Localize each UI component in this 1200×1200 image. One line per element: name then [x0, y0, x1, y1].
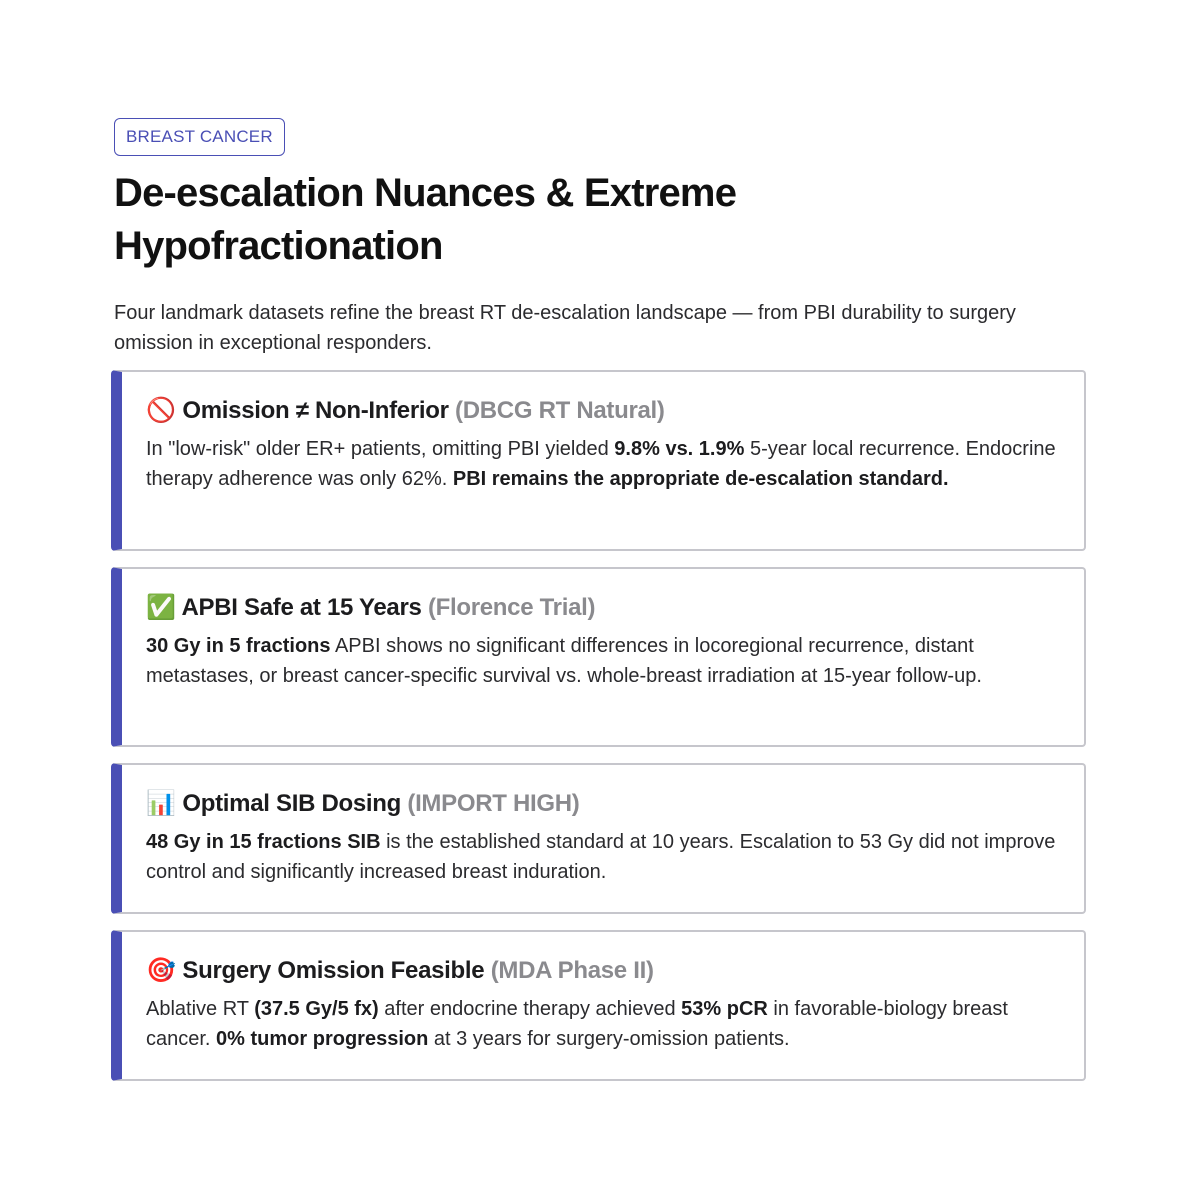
body-text: after endocrine therapy achieved	[378, 998, 682, 1020]
card-title: Surgery Omission Feasible	[182, 957, 485, 984]
body-text: In "low-risk" older ER+ patients, omitting PBI yielded	[146, 438, 615, 460]
body-text: in favorable-biology breast cancer.	[146, 998, 1008, 1050]
target-icon: 🎯	[146, 957, 176, 984]
finding-card-florence	[111, 567, 1086, 747]
card-source: (DBCG RT Natural)	[455, 397, 665, 424]
card-body	[146, 827, 1056, 887]
card-heading	[146, 954, 1056, 988]
body-highlight: 53% pCR	[681, 998, 768, 1020]
body-text: 5-year local recurrence. Endocrine therapy adherence was only 62%.	[146, 438, 1056, 490]
prohibited-icon: 🚫	[146, 397, 176, 424]
body-text: at 3 years for surgery-omission patients.	[428, 1028, 790, 1050]
card-source: (IMPORT HIGH)	[407, 790, 580, 817]
body-highlight: 30 Gy in 5 fractions	[146, 635, 331, 657]
card-source: (MDA Phase II)	[490, 957, 654, 984]
slide-content	[114, 118, 1086, 1050]
category-tag: BREAST CANCER	[114, 118, 285, 156]
card-source: (Florence Trial)	[427, 594, 596, 621]
body-highlight: (37.5 Gy/5 fx)	[254, 998, 379, 1020]
card-heading	[146, 787, 1056, 821]
body-highlight: 9.8% vs. 1.9%	[614, 438, 745, 460]
card-title: Optimal SIB Dosing	[182, 790, 401, 817]
card-heading	[146, 591, 1056, 625]
card-title: Omission ≠ Non-Inferior	[182, 397, 449, 424]
card-body	[146, 434, 1056, 494]
card-heading	[146, 394, 1056, 428]
body-highlight: PBI remains the appropriate de-escalation standard.	[452, 468, 949, 490]
finding-card-mda	[111, 930, 1086, 1081]
body-highlight: 0% tumor progression	[216, 1028, 429, 1050]
card-title: APBI Safe at 15 Years	[181, 594, 422, 621]
finding-card-import-high	[111, 763, 1086, 914]
body-text: APBI shows no significant differences in locoregional recurrence, distant metastases, or breast cancer-specific survival vs. whole-breast irradiation at 15-year follow-up.	[146, 635, 982, 687]
bar-chart-icon: 📊	[146, 790, 176, 817]
check-mark-icon: ✅	[146, 594, 176, 621]
finding-card-dbcg	[111, 370, 1086, 551]
card-body	[146, 631, 1056, 691]
body-highlight: 48 Gy in 15 fractions SIB	[146, 831, 381, 853]
card-body	[146, 994, 1056, 1054]
page-title: De-escalation Nuances & Extreme Hypofractionation	[114, 171, 737, 268]
body-text: Ablative RT	[146, 998, 255, 1020]
body-text: is the established standard at 10 years. Escalation to 53 Gy did not improve control and significantly increased breast induration.	[146, 831, 1056, 883]
intro-text: Four landmark datasets refine the breast RT de-escalation landscape — from PBI durability to surgery omission in exceptional responders.	[114, 302, 1016, 354]
